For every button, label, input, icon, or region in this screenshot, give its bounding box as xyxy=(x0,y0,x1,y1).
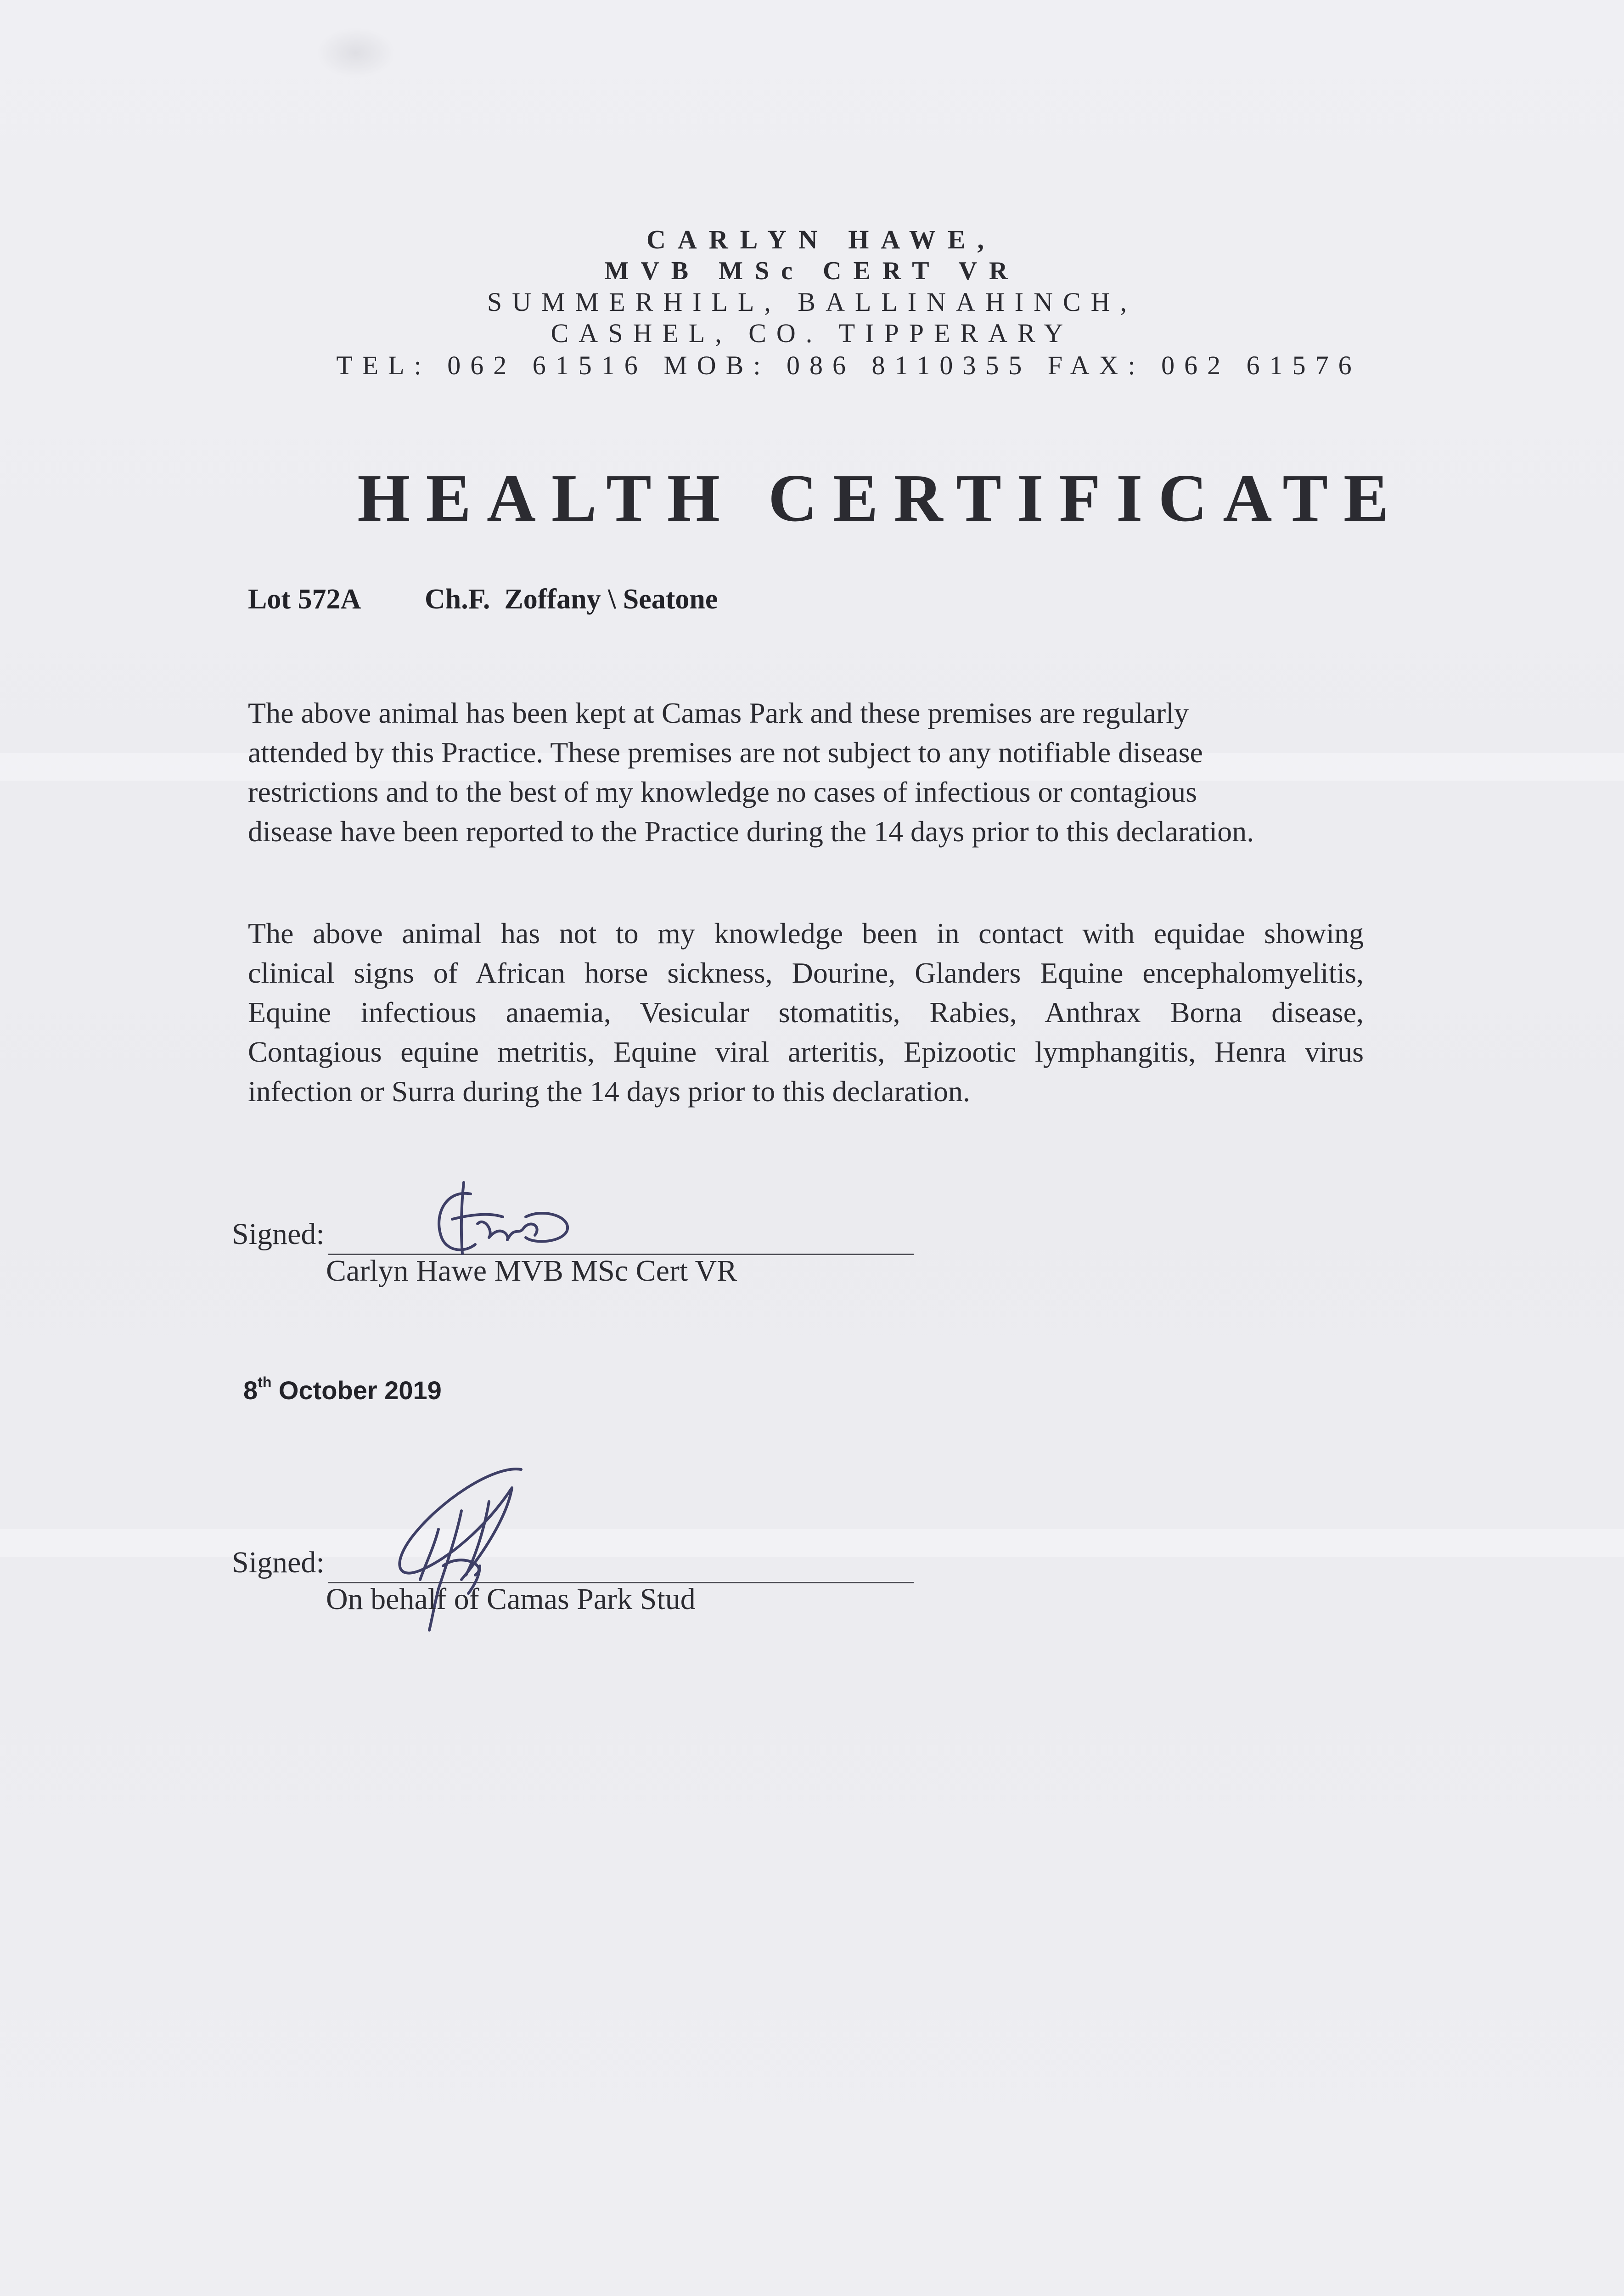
declaration-date xyxy=(243,1375,442,1405)
letterhead-qualifications: MVB MSc CERT VR xyxy=(604,257,1020,285)
date-day-suffix: th xyxy=(258,1374,272,1390)
premises-statement-line: The above animal has been kept at Camas Park and these premises are regularly xyxy=(248,697,1189,729)
lot-line xyxy=(248,583,718,616)
contact-statement-line: Equine infectious anaemia, Vesicular stomatitis, Rabies, Anthrax Borna disease, xyxy=(248,996,1364,1029)
contact-statement-line: Contagious equine metritis, Equine viral arteritis, Epizootic lymphangitis, Henra virus xyxy=(248,1035,1364,1068)
stud-signature-block xyxy=(232,1460,829,1635)
stud-signature-caption: On behalf of Camas Park Stud xyxy=(326,1582,696,1616)
certificate-title: HEALTH CERTIFICATE xyxy=(357,461,1405,536)
letterhead-name: CARLYN HAWE, xyxy=(646,225,996,254)
contact-statement-line: The above animal has not to my knowledge been in contact with equidae showing xyxy=(248,917,1364,950)
signed-label: Signed: xyxy=(232,1217,325,1251)
contact-statement-line: infection or Surra during the 14 days prior to this declaration. xyxy=(248,1075,970,1108)
contact-statement-line: clinical signs of African horse sickness, Dourine, Glanders Equine encephalomyelitis, xyxy=(248,957,1364,989)
letterhead-address-line-1: SUMMERHILL, BALLINAHINCH, xyxy=(487,287,1137,317)
letterhead xyxy=(0,224,1624,382)
vet-signature-block xyxy=(232,1176,829,1286)
letterhead-contact: TEL: 062 61516 MOB: 086 8110355 FAX: 062 61576 xyxy=(336,350,1361,380)
premises-statement-line: attended by this Practice. These premises are not subject to any notifiable disease xyxy=(248,736,1203,769)
lot-number: Lot 572A xyxy=(248,584,361,615)
contact-statement xyxy=(248,914,1364,1111)
date-month-year: October 2019 xyxy=(278,1376,442,1405)
scan-artifact-mark xyxy=(317,28,395,78)
premises-statement-line: disease have been reported to the Practice during the 14 days prior to this declaration. xyxy=(248,815,1254,848)
premises-statement-line: restrictions and to the best of my knowledge no cases of infectious or contagious xyxy=(248,776,1197,808)
premises-statement xyxy=(248,693,1350,851)
signed-label: Signed: xyxy=(232,1546,325,1579)
vet-signature-caption: Carlyn Hawe MVB MSc Cert VR xyxy=(326,1254,737,1288)
letterhead-address-line-2: CASHEL, CO. TIPPERARY xyxy=(551,318,1073,348)
lot-description: Ch.F. Zoffany \ Seatone xyxy=(425,584,718,615)
date-day: 8 xyxy=(243,1376,258,1405)
